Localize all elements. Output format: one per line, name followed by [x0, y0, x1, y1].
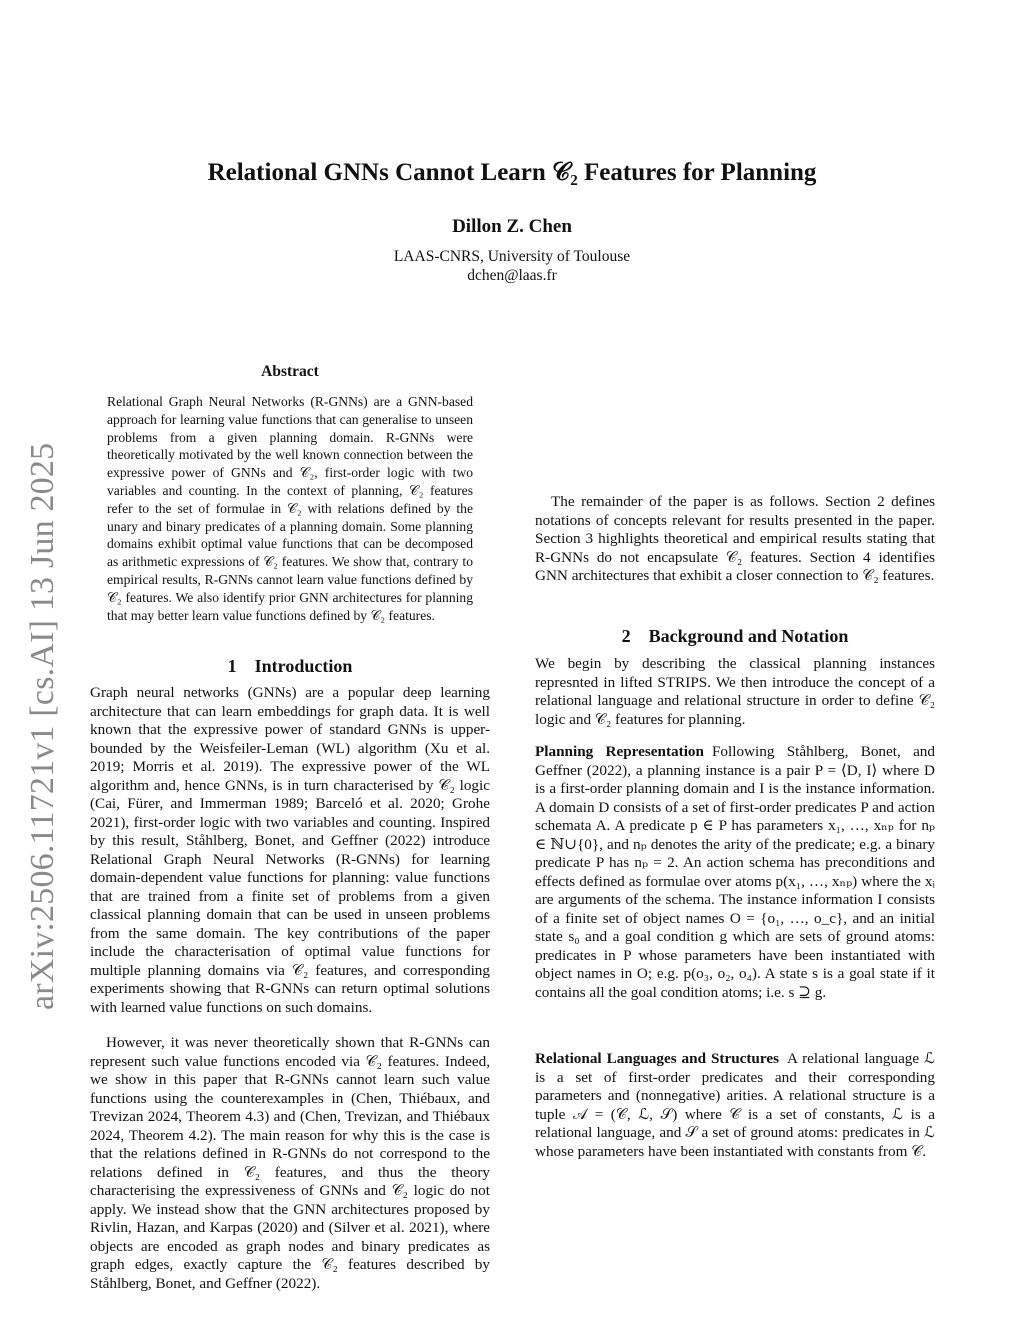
section-title: Background and Notation [648, 626, 849, 646]
intro-paragraph-1: Graph neural networks (GNNs) are a popular deep learning architecture that can learn embeddings for graph data. It is well known that the expressive power of standard GNNs is upper-bounded by the Weisfeiler-Leman (WL) algorithm (Xu et al. 2019; Morris et al. 2019). The expressive power of the WL algorithm and, hence GNNs, is in turn characterised by 𝒞₂ logic (Cai, Fürer, and Immerman 1989; Barceló et al. 2020; Grohe 2021), first-order logic with two variables and counting. Inspired by this result, Ståhlberg, Bonet, and Geffner (2022) introduce Relational Graph Neural Networks (R-GNNs) for learning domain-dependent value functions for planning: value functions that are trained from a finite set of problems from a given classical planning domain that can be used in unseen problems from the same domain. The key contributions of the paper include the characterisation of optimal value functions for multiple planning domains via 𝒞₂ features, and corresponding experiments showing that R-GNNs can return optimal solutions with learned value functions on such domains. [90, 684, 490, 1016]
affiliation: LAAS-CNRS, University of Toulouse [393, 248, 631, 265]
planning-representation-text: Following Ståhlberg, Bonet, and Geffner (2022), a planning instance is a pair P = ⟨D, I⟩ where D is a first-order planning domain and I is the instance information. A domain D consists of a set of first-order predicates P and action schemata A. A predicate p ∈ P has parameters x₁, …, xₙₚ for nₚ ∈ ℕ∪{0}, and nₚ denotes the arity of the predicate; e.g. a binary predicate P has nₚ = 2. An action schema has preconditions and effects defined as formulae over atoms p(x₁, …, xₙₚ) where the xᵢ are arguments of the schema. The instance information I consists of a finite set of object names O = {o₁, …, o_c}, and an initial state s₀ and a goal condition g which are sets of ground atoms: predicates in P whose parameters have been instantiated with object names in O; e.g. p(o₃, o₂, o₄). A state s is a goal state if it contains all the goal condition atoms; i.e. s ⊇ g. [535, 743, 935, 1001]
section-heading-introduction [90, 653, 490, 679]
author-name: Dillon Z. Chen [452, 216, 572, 237]
arxiv-sidebar-stamp: arXiv:2506.11721v1 [cs.AI] 13 Jun 2025 [24, 442, 61, 1010]
author-email: dchen@laas.fr [467, 267, 557, 284]
section-title: Introduction [254, 656, 353, 676]
relational-languages-text: A relational language ℒ is a set of first-order predicates and their corresponding parameters and (nonnegative) arities. A relational structure is a tuple 𝒜 = (𝒞, ℒ, 𝒮) where 𝒞 is a set of constants, ℒ is a relational language, and 𝒮 a set of ground atoms: predicates in ℒ whose parameters have been instantiated with constants from 𝒞. [535, 1050, 936, 1160]
section-heading-background [535, 623, 935, 649]
background-paragraph-1: We begin by describing the classical planning instances represnted in lifted STRIPS. We then introduce the concept of a relational language and relational structure in order to define 𝒞₂ logic and 𝒞₂ features for planning. [535, 655, 935, 728]
relational-languages-paragraph [535, 1050, 935, 1161]
abstract-text: Relational Graph Neural Networks (R-GNNs) are a GNN-based approach for learning value functions that can generalise to unseen problems from a given planning domain. R-GNNs were theoretically motivated by the well known connection between the expressive power of GNNs and 𝒞₂, first-order logic with two variables and counting. In the context of planning, 𝒞₂ features refer to the set of formulae in 𝒞₂ with relations defined by the unary and binary predicates of a planning domain. Some planning domains exhibit optimal value functions that can be decomposed as arithmetic expressions of 𝒞₂ features. We show that, contrary to empirical results, R-GNNs cannot learn value functions defined by 𝒞₂ features. We also identify prior GNN architectures for planning that may better learn value functions defined by 𝒞₂ features. [107, 394, 473, 623]
author-affiliation-block [200, 247, 824, 285]
intro-paragraph-2: However, it was never theoretically shown that R-GNNs can represent such value functions encoded via 𝒞₂ features. Indeed, we show in this paper that R-GNNs cannot learn such value functions using the counterexamples in (Chen, Thiébaux, and Trevizan 2024, Theorem 4.3) and (Chen, Trevizan, and Thiébaux 2024, Theorem 4.2). The main reason for why this is the case is that the relations defined in R-GNNs do not correspond to the relations defined in 𝒞₂ features, and thus the theory characterising the expressiveness of GNNs and 𝒞₂ logic do not apply. We instead show that the GNN architectures proposed by Rivlin, Hazan, and Karpas (2020) and (Silver et al. 2021), where objects are encoded as graph nodes and binary predicates as graph edges, exactly capture the 𝒞₂ features described by Ståhlberg, Bonet, and Geffner (2022). [90, 1034, 490, 1292]
intro-paragraph-3: The remainder of the paper is as follows. Section 2 defines notations of concepts relevant for results presented in the paper. Section 3 highlights theoretical and empirical results stating that R-GNNs do not encapsulate 𝒞₂ features. Section 4 identifies GNN architectures that exhibit a closer connection to 𝒞₂ features. [535, 493, 935, 584]
section-number: 2 [621, 626, 631, 646]
section-number: 1 [227, 656, 237, 676]
planning-representation-paragraph [535, 743, 935, 1002]
relational-languages-heading: Relational Languages and Structures [535, 1050, 780, 1067]
paper-title: Relational GNNs Cannot Learn 𝒞₂ Features for Planning [207, 159, 817, 186]
abstract-heading: Abstract [261, 363, 319, 380]
planning-representation-heading: Planning Representation [535, 743, 704, 760]
